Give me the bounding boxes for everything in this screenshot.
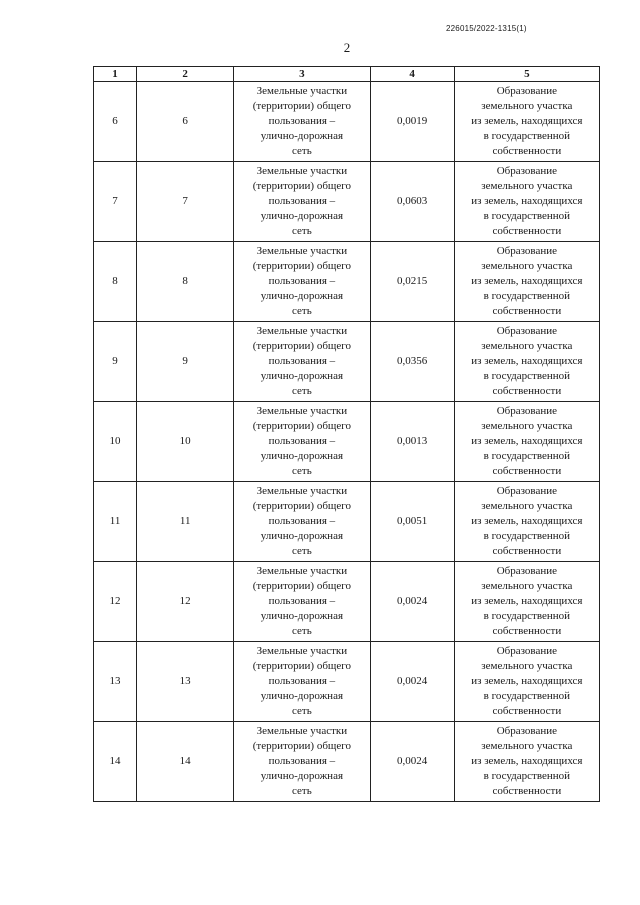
cell-text: Образование земельного участка из земель, находящихся в государственной собственности	[471, 405, 583, 477]
cell-text: Земельные участки (территории) общего пользования – улично-дорожная сеть	[252, 405, 352, 477]
cell-text: Образование земельного участка из земель, находящихся в государственной собственности	[471, 245, 583, 317]
plot-number-cell	[137, 562, 234, 642]
land-use-cell	[234, 482, 370, 562]
table-header-row	[94, 67, 600, 82]
cell-text: 9	[182, 355, 188, 367]
header-cell-3: 3	[234, 67, 370, 82]
land-use-cell	[234, 722, 370, 802]
cell-text: 7	[182, 195, 188, 207]
cell-text: 0,0019	[396, 115, 428, 127]
land-use-cell	[234, 162, 370, 242]
area-cell	[370, 642, 454, 722]
land-plots-table	[93, 66, 600, 802]
cell-text: 14	[179, 755, 191, 767]
table-row	[94, 482, 600, 562]
land-use-cell	[234, 562, 370, 642]
cell-text: 0,0603	[396, 195, 428, 207]
area-cell	[370, 482, 454, 562]
area-cell	[370, 722, 454, 802]
header-cell-5: 5	[454, 67, 599, 82]
cell-text: 11	[109, 515, 121, 527]
cell-text: Земельные участки (территории) общего пользования – улично-дорожная сеть	[252, 165, 352, 237]
cell-text: 0,0051	[396, 515, 428, 527]
land-use-cell	[234, 242, 370, 322]
cell-text: 0,0024	[396, 595, 428, 607]
plot-number-cell	[137, 242, 234, 322]
table-row	[94, 722, 600, 802]
table-row	[94, 562, 600, 642]
cell-text: 10	[179, 435, 191, 447]
cell-text: Земельные участки (территории) общего пользования – улично-дорожная сеть	[252, 85, 352, 157]
row-number-cell	[94, 82, 137, 162]
cell-text: Образование земельного участка из земель, находящихся в государственной собственности	[471, 325, 583, 397]
area-cell	[370, 322, 454, 402]
cell-text: Образование земельного участка из земель, находящихся в государственной собственности	[471, 165, 583, 237]
plot-number-cell	[137, 402, 234, 482]
area-cell	[370, 242, 454, 322]
land-use-cell	[234, 642, 370, 722]
header-cell-1: 1	[94, 67, 137, 82]
formation-method-cell	[454, 402, 599, 482]
cell-text: 8	[182, 275, 188, 287]
area-cell	[370, 402, 454, 482]
cell-text: Земельные участки (территории) общего пользования – улично-дорожная сеть	[252, 245, 352, 317]
header-cell-2: 2	[137, 67, 234, 82]
document-number: 226015/2022-1315(1)	[446, 24, 527, 33]
plot-number-cell	[137, 722, 234, 802]
cell-text: 0,0024	[396, 675, 428, 687]
formation-method-cell	[454, 162, 599, 242]
plot-number-cell	[137, 162, 234, 242]
formation-method-cell	[454, 642, 599, 722]
cell-text: Земельные участки (территории) общего пользования – улично-дорожная сеть	[252, 325, 352, 397]
row-number-cell	[94, 322, 137, 402]
row-number-cell	[94, 402, 137, 482]
cell-text: 0,0356	[396, 355, 428, 367]
formation-method-cell	[454, 322, 599, 402]
cell-text: 14	[109, 755, 121, 767]
formation-method-cell	[454, 82, 599, 162]
table-row	[94, 322, 600, 402]
cell-text: 0,0215	[396, 275, 428, 287]
formation-method-cell	[454, 722, 599, 802]
cell-text: 7	[112, 195, 118, 207]
row-number-cell	[94, 242, 137, 322]
plot-number-cell	[137, 322, 234, 402]
table-row	[94, 402, 600, 482]
cell-text: Образование земельного участка из земель, находящихся в государственной собственности	[471, 645, 583, 717]
cell-text: 6	[182, 115, 188, 127]
cell-text: Образование земельного участка из земель, находящихся в государственной собственности	[471, 485, 583, 557]
row-number-cell	[94, 642, 137, 722]
cell-text: Земельные участки (территории) общего пользования – улично-дорожная сеть	[252, 565, 352, 637]
cell-text: Образование земельного участка из земель, находящихся в государственной собственности	[471, 725, 583, 797]
plot-number-cell	[137, 482, 234, 562]
formation-method-cell	[454, 482, 599, 562]
cell-text: 11	[179, 515, 191, 527]
row-number-cell	[94, 562, 137, 642]
area-cell	[370, 562, 454, 642]
land-use-cell	[234, 322, 370, 402]
land-use-cell	[234, 82, 370, 162]
area-cell	[370, 82, 454, 162]
cell-text: Земельные участки (территории) общего пользования – улично-дорожная сеть	[252, 725, 352, 797]
cell-text: 13	[179, 675, 191, 687]
table-row	[94, 82, 600, 162]
cell-text: Земельные участки (территории) общего пользования – улично-дорожная сеть	[252, 485, 352, 557]
row-number-cell	[94, 722, 137, 802]
table-row	[94, 242, 600, 322]
row-number-cell	[94, 482, 137, 562]
cell-text: 0,0013	[396, 435, 428, 447]
cell-text: 10	[109, 435, 121, 447]
table-body	[94, 82, 600, 802]
plot-number-cell	[137, 82, 234, 162]
page-number: 2	[343, 40, 351, 55]
cell-text: 13	[109, 675, 121, 687]
formation-method-cell	[454, 562, 599, 642]
cell-text: 6	[112, 115, 118, 127]
row-number-cell	[94, 162, 137, 242]
cell-text: 12	[179, 595, 191, 607]
cell-text: Образование земельного участка из земель, находящихся в государственной собственности	[471, 565, 583, 637]
area-cell	[370, 162, 454, 242]
land-use-cell	[234, 402, 370, 482]
plot-number-cell	[137, 642, 234, 722]
cell-text: 9	[112, 355, 118, 367]
formation-method-cell	[454, 242, 599, 322]
table-row	[94, 162, 600, 242]
header-cell-4: 4	[370, 67, 454, 82]
cell-text: Образование земельного участка из земель, находящихся в государственной собственности	[471, 85, 583, 157]
cell-text: 8	[112, 275, 118, 287]
cell-text: 12	[109, 595, 121, 607]
cell-text: Земельные участки (территории) общего пользования – улично-дорожная сеть	[252, 645, 352, 717]
cell-text: 0,0024	[396, 755, 428, 767]
table-row	[94, 642, 600, 722]
